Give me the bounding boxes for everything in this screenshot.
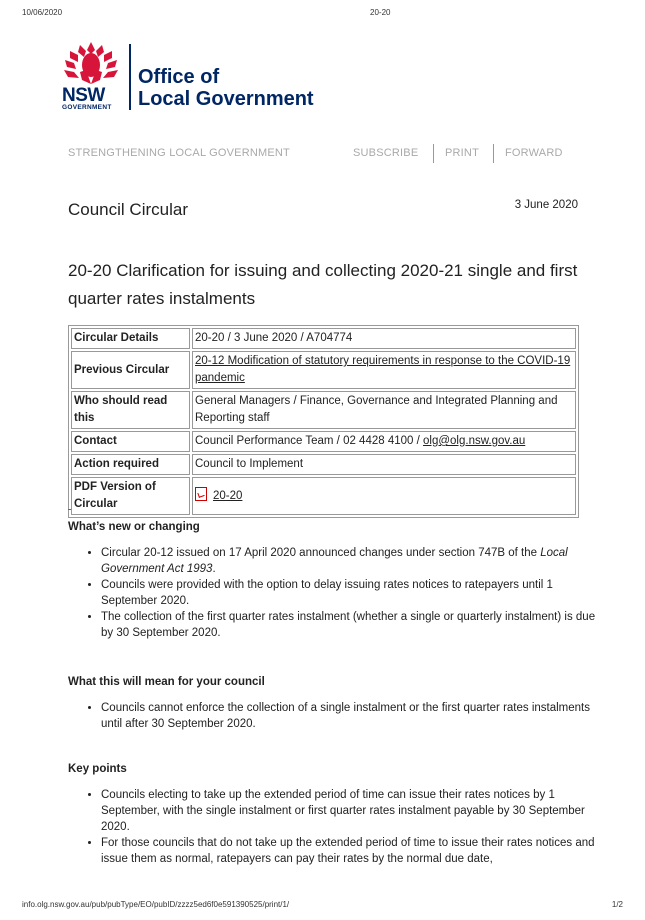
- logo-office-line1: Office of: [138, 66, 220, 88]
- waratah-icon: [60, 40, 122, 86]
- row-value: General Managers / Finance, Governance and Integrated Planning and Reporting staff: [192, 391, 576, 429]
- print-header: [22, 8, 623, 20]
- pdf-file-icon[interactable]: [195, 487, 207, 501]
- nsw-wordmark: NSW: [62, 85, 105, 106]
- row-label: Previous Circular: [71, 351, 190, 389]
- logo-office-line2: Local Government: [138, 88, 314, 110]
- logo-divider: [129, 44, 131, 110]
- government-wordmark: GOVERNMENT: [62, 104, 112, 111]
- circular-date: 3 June 2020: [514, 199, 578, 211]
- row-value: [192, 477, 576, 515]
- olg-logo[interactable]: [60, 40, 360, 114]
- stray-mark: [68, 509, 71, 510]
- row-value: 20-20 / 3 June 2020 / A704774: [192, 328, 576, 349]
- print-title: 20-20: [370, 8, 391, 17]
- key-points-list: [85, 787, 597, 867]
- table-row: [71, 431, 576, 452]
- previous-circular-link[interactable]: 20-12 Modification of statutory requirements in response to the COVID-19 pandemic: [195, 355, 571, 384]
- circular-details-table: [68, 325, 579, 518]
- whats-new-heading: What’s new or changing: [68, 521, 200, 533]
- tagline: STRENGTHENING LOCAL GOVERNMENT: [68, 147, 290, 159]
- pdf-link[interactable]: 20-20: [213, 490, 243, 502]
- print-footer: [22, 900, 623, 912]
- list-item: [101, 545, 597, 577]
- nav-divider: [433, 144, 434, 163]
- key-points-heading: Key points: [68, 763, 127, 775]
- contact-email-link[interactable]: olg@olg.nsw.gov.au: [423, 435, 526, 447]
- row-label: Circular Details: [71, 328, 190, 349]
- list-item: • Councils cannot enforce the collection of a single instalment or the first quarter rates instalments until after 30 September 2020.: [101, 700, 597, 732]
- row-label: PDF Version of Circular: [71, 477, 190, 515]
- row-value: Council to Implement: [192, 454, 576, 475]
- nav-divider: [493, 144, 494, 163]
- print-url: info.olg.nsw.gov.au/pub/pubType/EO/pubID/zzzz5ed6f0e591390525/print/1/: [22, 900, 290, 909]
- page-number: 1/2: [611, 900, 623, 909]
- row-value: [192, 431, 576, 452]
- row-label: Contact: [71, 431, 190, 452]
- act-name: Local Government Act 1993: [101, 547, 568, 575]
- page-title: 20-20 Clarification for issuing and collecting 2020-21 single and first quarter rates instalments: [68, 261, 578, 308]
- row-value: [192, 351, 576, 389]
- row-label: Action required: [71, 454, 190, 475]
- forward-link[interactable]: FORWARD: [505, 147, 563, 159]
- circular-heading: Council Circular: [68, 200, 188, 219]
- table-row: [71, 477, 576, 515]
- list-item-text: Circular 20-12 issued on 17 April 2020 announced changes under section 747B of the: [101, 547, 541, 559]
- list-item-text: .: [212, 563, 216, 575]
- table-row: [71, 391, 576, 429]
- meaning-heading: What this will mean for your council: [68, 676, 265, 688]
- whats-new-list: [85, 545, 597, 641]
- list-item: • Councils were provided with the option to delay issuing rates notices to ratepayers until 1 September 2020.: [101, 577, 597, 609]
- meaning-list: [85, 700, 597, 732]
- print-link[interactable]: PRINT: [445, 147, 479, 159]
- list-item: • Councils electing to take up the extended period of time can issue their rates notices by 1 September, with the single instalment or first quarter rates instalment payable by 30 September 2020.: [101, 787, 597, 835]
- print-date: 10/06/2020: [22, 8, 63, 17]
- contact-text: Council Performance Team / 02 4428 4100 /: [195, 435, 424, 447]
- top-nav: [68, 147, 577, 163]
- row-label: Who should read this: [71, 391, 190, 429]
- list-item: • For those councils that do not take up the extended period of time to issue their rates notices and issue them as normal, ratepayers can pay their rates by the normal due date,: [101, 835, 597, 867]
- subscribe-link[interactable]: SUBSCRIBE: [353, 147, 419, 159]
- table-row: [71, 328, 576, 349]
- list-item: • The collection of the first quarter rates instalment (whether a single or quarterly instalment) is due by 30 September 2020.: [101, 609, 597, 641]
- table-row: [71, 454, 576, 475]
- table-row: [71, 351, 576, 389]
